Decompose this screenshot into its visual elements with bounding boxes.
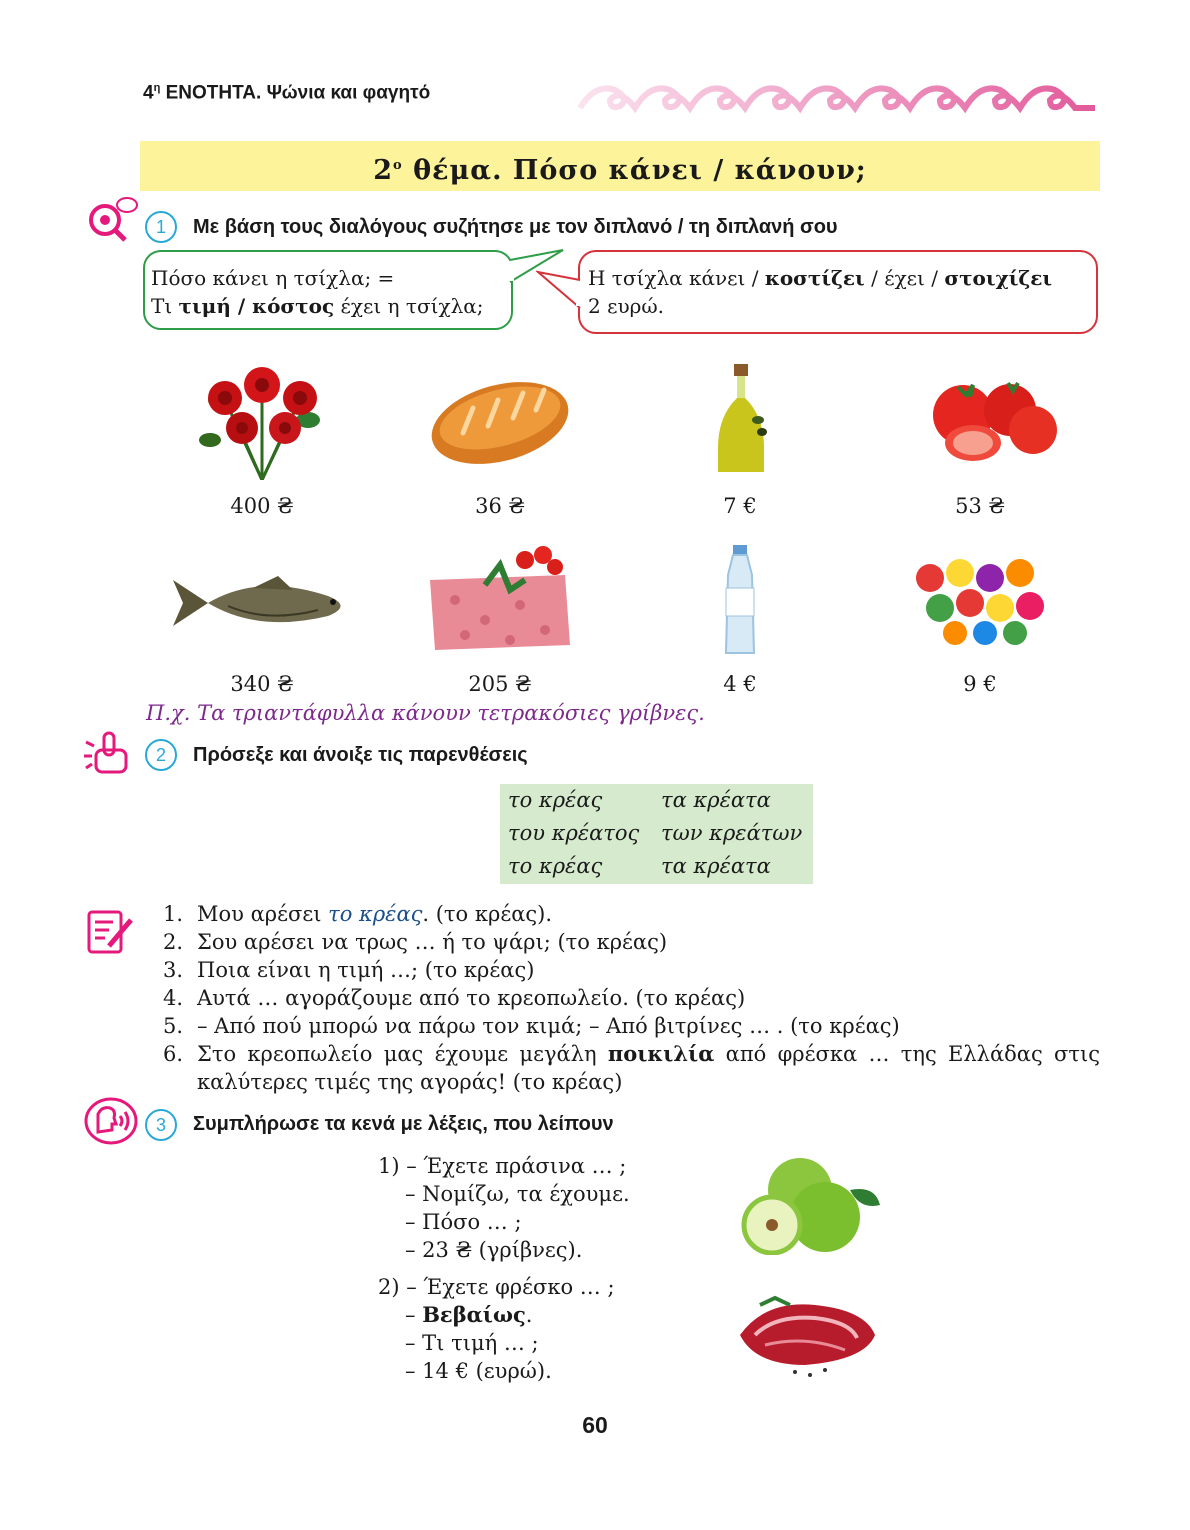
price-tomatoes: 53 ₴ (955, 494, 1005, 518)
list-item (163, 984, 1100, 1012)
dialog-line: 1) – Έχετε πράσινα … ; (378, 1154, 627, 1178)
dialog-line: – 14 € (ευρώ). (405, 1359, 552, 1383)
candies-image (900, 548, 1060, 648)
example-sentence: Π.χ. Τα τριαντάφυλλα κάνουν τετρακόσιες γρίβνες. (146, 701, 705, 725)
item-number: 1. (163, 902, 184, 926)
speech-eye-icon (85, 195, 140, 245)
task2-number: 2 (145, 739, 177, 771)
dialog-end: . (525, 1303, 533, 1327)
page-number: 60 (582, 1412, 608, 1438)
item-number: 5. (163, 1014, 184, 1038)
olive-oil-image (712, 362, 772, 477)
item-text: Σου αρέσει να τρως … ή το ψάρι; (το κρέας) (197, 930, 668, 954)
answer-bubble (578, 250, 1098, 334)
list-item (163, 1040, 1100, 1096)
writing-notebook-icon (85, 908, 135, 958)
a-d: στοιχίζει (944, 266, 1053, 290)
lesson-title (140, 141, 1100, 191)
price-candies: 9 € (963, 672, 997, 696)
question-line1: Πόσο κάνει η τσίχλα; = (151, 266, 395, 290)
task3-title: Συμπλήρωσε τα κενά με λέξεις, που λείπουν (193, 1113, 614, 1135)
answer-line1 (588, 264, 1088, 292)
bread-image (428, 368, 573, 468)
unit-header (143, 82, 430, 104)
item-number: 4. (163, 986, 184, 1010)
dialog-bold: Βεβαίως (422, 1302, 526, 1327)
task2-title: Πρόσεξε και άνοιξε τις παρενθέσεις (193, 744, 528, 766)
dialog-line: 2) – Έχετε φρέσκο … ; (378, 1275, 615, 1299)
decl-plur: των κρεάτων (661, 821, 803, 845)
task3-number: 3 (145, 1109, 177, 1141)
price-fish: 340 ₴ (230, 672, 294, 696)
beef-steak-image (735, 1280, 885, 1380)
decl-sing: το κρέας (508, 788, 603, 812)
tomatoes-image (918, 375, 1063, 465)
list-item (163, 900, 1100, 928)
dialog-line: – Πόσο … ; (405, 1210, 522, 1234)
question-line2 (151, 292, 505, 320)
q2-bold: τιμή / κόστος (178, 294, 335, 318)
decl-plur: τα κρέατα (661, 788, 771, 812)
title-number: 2 (373, 155, 394, 186)
list-item (163, 956, 1100, 984)
exercise-list (163, 900, 1100, 1096)
dialog-dash: – (405, 1303, 423, 1327)
decl-row-nominative (500, 784, 813, 817)
fish-image (168, 568, 358, 638)
title-text: θέμα. Πόσο κάνει / κάνουν; (402, 155, 867, 186)
item-hint: το κρέας (328, 902, 423, 926)
a-b: κοστίζει (764, 266, 865, 290)
item-text: Μου αρέσει (197, 902, 329, 926)
pointing-hand-icon (82, 728, 132, 776)
decl-row-accusative (500, 850, 813, 883)
list-item (163, 928, 1100, 956)
price-water: 4 € (723, 672, 757, 696)
task1-number: 1 (145, 211, 177, 243)
water-bottle-image (720, 543, 760, 658)
title-sup: ο (393, 158, 403, 173)
unit-sup: η (153, 82, 161, 94)
price-bread: 36 ₴ (475, 494, 525, 518)
green-apples-image (730, 1155, 890, 1255)
item-number: 3. (163, 958, 184, 982)
a-c: / έχει / (864, 266, 945, 290)
q2-a: Τι (151, 294, 179, 318)
wave-ornament (575, 78, 1100, 118)
price-roses: 400 ₴ (230, 494, 294, 518)
item-bold: ποικιλία (607, 1041, 715, 1066)
decl-plur: τα κρέατα (661, 854, 771, 878)
dialog-1 (378, 1152, 630, 1264)
dialog-line: – Νομίζω, τα έχουμε. (405, 1182, 630, 1206)
task1-title: Με βάση τους διαλόγους συζήτησε με τον διπλανό / τη διπλανή σου (193, 216, 838, 238)
dialog-line (378, 1301, 615, 1329)
speaking-head-icon (84, 1096, 138, 1146)
roses-image (190, 360, 335, 480)
item-text-end: . (το κρέας). (422, 902, 553, 926)
list-item (163, 1012, 1100, 1040)
item-text: Αυτά … αγοράζουμε από το κρεοπωλείο. (το κρέας) (197, 986, 746, 1010)
item-text-end: από φρέσκα … της Ελλάδας στις καλύτερες τιμές της αγοράς! (το κρέας) (197, 1042, 1100, 1094)
decl-sing: του κρέατος (508, 821, 640, 845)
dialog-line: – Τι τιμή … ; (405, 1331, 539, 1355)
minced-meat-image (425, 545, 575, 655)
declension-table (500, 784, 813, 884)
item-number: 2. (163, 930, 184, 954)
unit-title: ΕΝΟΤΗΤΑ. Ψώνια και φαγητό (160, 82, 431, 104)
answer-line2: 2 ευρώ. (588, 294, 665, 318)
item-text: Στο κρεοπωλείο μας έχουμε μεγάλη (197, 1042, 608, 1066)
decl-sing: το κρέας (508, 854, 603, 878)
a-a: Η τσίχλα κάνει / (588, 266, 765, 290)
dialog-2 (378, 1273, 615, 1385)
unit-number: 4 (143, 82, 154, 104)
decl-row-genitive (500, 817, 813, 850)
item-text: Ποια είναι η τιμή …; (το κρέας) (197, 958, 535, 982)
item-number: 6. (163, 1042, 184, 1066)
price-minced-meat: 205 ₴ (468, 672, 532, 696)
bubble-tail-red (536, 268, 582, 318)
price-olive-oil: 7 € (723, 494, 757, 518)
dialog-line: – 23 ₴ (γρίβνες). (405, 1238, 583, 1262)
item-text: – Από πού μπορώ να πάρω τον κιμά; – Από βιτρίνες … . (το κρέας) (197, 1014, 900, 1038)
question-bubble (143, 250, 513, 330)
q2-c: έχει η τσίχλα; (334, 294, 484, 318)
